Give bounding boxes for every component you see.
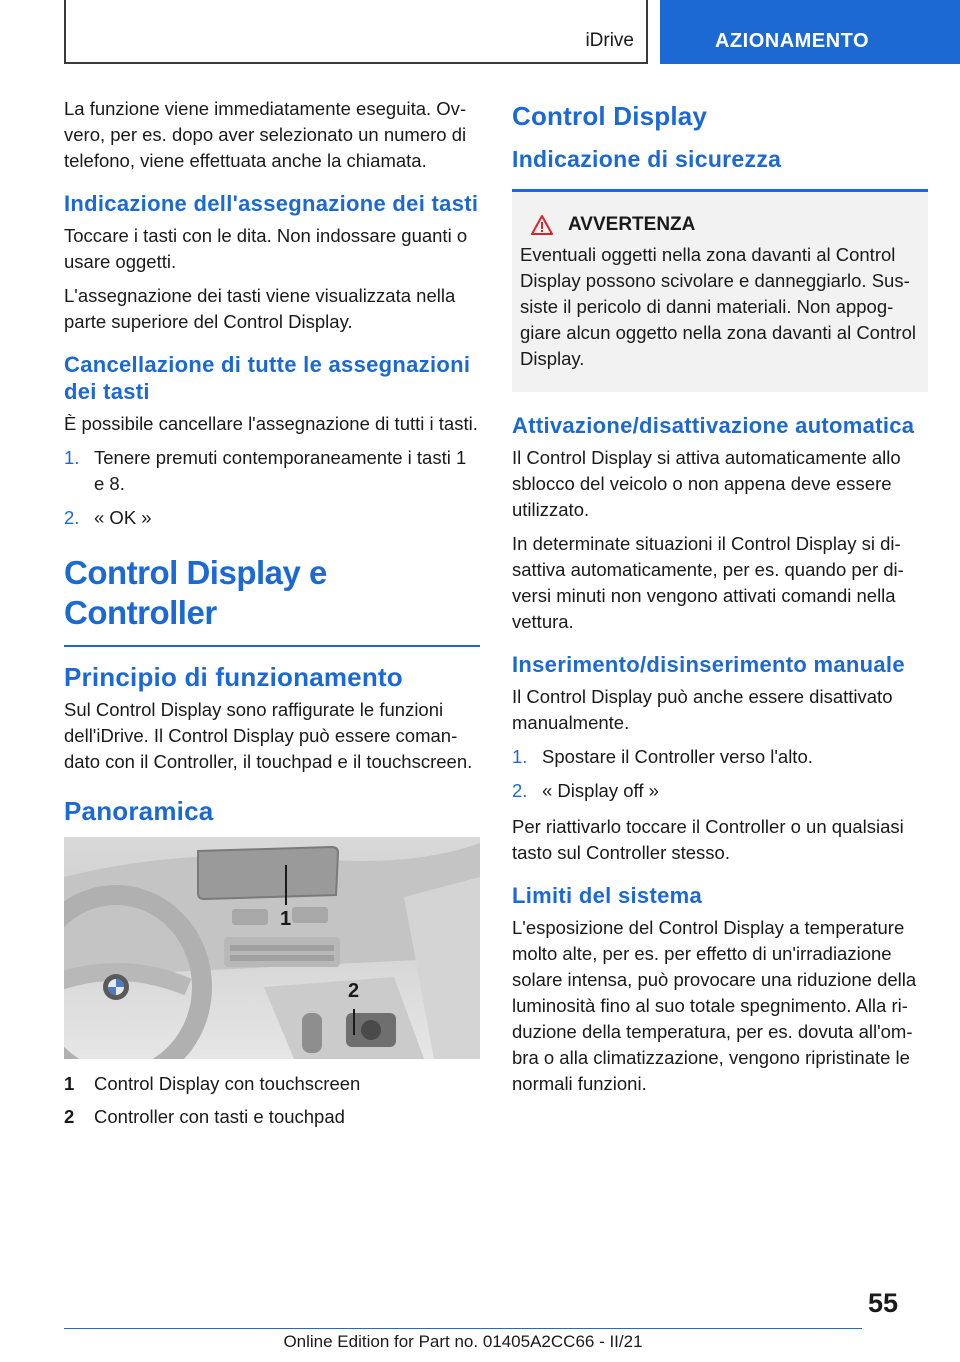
figure-legend <box>64 1071 480 1130</box>
auto-paragraph-1: Il Control Display si attiva automaticamente allo sblocco del veicolo o non appena deve essere utilizzato. <box>512 447 901 520</box>
cockpit-illustration <box>64 837 480 1059</box>
step-text: « Display off » <box>542 780 659 801</box>
step-text: Spostare il Controller verso l'alto. <box>542 746 813 767</box>
warning-triangle-icon <box>530 214 554 236</box>
right-column <box>512 96 928 1105</box>
footer-rule <box>64 1328 862 1329</box>
assign-paragraph-2: L'assegnazione dei tasti viene visualizzata nella parte superiore del Control Display. <box>64 285 456 332</box>
chapter-title: Control Display e Controller <box>64 554 327 631</box>
limits-paragraph: L'esposizione del Control Display a temperature molto alte, per es. per effetto di un'irradiazione solare intensa, può provocare una riduzione della luminosità fino al suo totale spegnimento. Alla riduzione della temperatura, per es. dovuta all'ombra o alla climatizzazione, vengono ripristinate le normali funzioni. <box>512 917 917 1094</box>
control-display-title: Control Display <box>512 101 708 131</box>
step-number: 1. <box>64 447 80 468</box>
safety-heading: Indicazione di sicurezza <box>512 146 782 172</box>
legend-text: Control Display con touchscreen <box>94 1073 361 1094</box>
legend-item <box>64 1071 480 1097</box>
principle-paragraph: Sul Control Display sono raffigurate le funzioni dell'iDrive. Il Control Display può essere comandato con il Controller, il touchpad e il touchscreen. <box>64 699 473 772</box>
header-chapter-label: AZIONAMENTO <box>714 30 869 52</box>
step-text: « OK » <box>94 507 152 528</box>
overview-heading: Panoramica <box>64 796 214 826</box>
assign-heading: Indicazione dell'assegnazione dei tasti <box>64 191 479 216</box>
delete-steps <box>64 445 480 531</box>
step-number: 1. <box>512 746 528 767</box>
warning-box <box>512 192 928 392</box>
list-item <box>512 778 928 804</box>
auto-heading: Attivazione/disattivazione automatica <box>512 413 915 438</box>
header-section: iDrive <box>585 30 634 51</box>
delete-paragraph: È possibile cancellare l'assegnazione di tutti i tasti. <box>64 413 478 434</box>
left-column <box>64 96 480 1137</box>
legend-number: 2 <box>64 1106 75 1127</box>
delete-heading: Cancellazione di tutte le assegnazioni dei tasti <box>64 352 471 404</box>
list-item <box>512 744 928 770</box>
limits-heading: Limiti del sistema <box>512 883 703 908</box>
page-number: 55 <box>867 1288 898 1318</box>
footer-edition: Online Edition for Part no. 01405A2CC66 - II/21 <box>283 1332 643 1351</box>
figure-label-1: 1 <box>280 908 292 930</box>
legend-text: Controller con tasti e touchpad <box>94 1106 345 1127</box>
manual-steps <box>512 744 928 804</box>
manual-heading: Inserimento/disinserimento manuale <box>512 652 905 677</box>
cockpit-drawing <box>64 837 480 1059</box>
header-frame <box>64 0 648 64</box>
manual-paragraph: Il Control Display può anche essere disattivato manualmente. <box>512 686 893 733</box>
step-number: 2. <box>64 507 80 528</box>
list-item <box>64 505 480 531</box>
warning-title: AVVERTENZA <box>568 214 696 235</box>
header-chapter-tab <box>660 0 960 64</box>
intro-paragraph: La funzione viene immediatamente eseguita. Ovvero, per es. dopo aver selezionato un numero di telefono, viene effettuata anche la chiamata. <box>64 98 467 171</box>
principle-heading: Principio di funzionamento <box>64 662 403 692</box>
auto-paragraph-2: In determinate situazioni il Control Display si disattiva automaticamente, per es. quando per diversi minuti non vengono attivati comandi nella vettura. <box>512 533 904 632</box>
warning-text: Eventuali oggetti nella zona davanti al Control Display possono scivolare e danneggiarlo. Sussiste il pericolo di danni materiali. Non appoggiare alcun oggetto nella zona davanti al Control Display. <box>520 244 916 369</box>
step-number: 2. <box>512 780 528 801</box>
step-text: Tenere premuti contemporaneamente i tasti 1 e 8. <box>94 447 467 494</box>
legend-item <box>64 1104 480 1130</box>
legend-number: 1 <box>64 1073 75 1094</box>
figure-label-2: 2 <box>348 980 360 1002</box>
assign-paragraph-1: Toccare i tasti con le dita. Non indossare guanti o usare oggetti. <box>64 225 468 272</box>
chapter-rule <box>64 645 480 647</box>
warning-header <box>530 214 920 236</box>
list-item <box>64 445 480 497</box>
manual-paragraph-2: Per riattivarlo toccare il Controller o un qualsiasi tasto sul Controller stesso. <box>512 816 904 863</box>
